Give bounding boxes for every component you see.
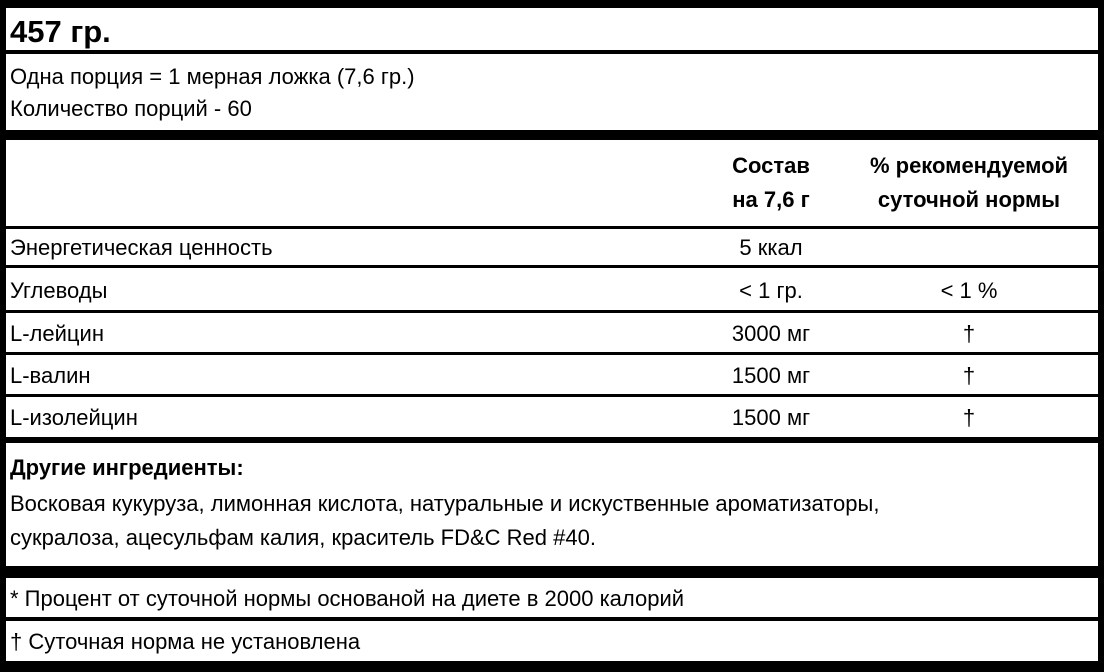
nutrient-dv: < 1 %	[940, 278, 998, 303]
table-row	[6, 313, 1098, 352]
amount-header-line1: Состав	[732, 153, 810, 178]
nutrient-amount: 1500 мг	[731, 405, 811, 430]
table-row	[6, 268, 1098, 310]
nutrient-amount: < 1 гр.	[739, 278, 803, 303]
dv-header-line2: суточной нормы	[877, 187, 1061, 212]
nutrient-dv: †	[962, 321, 976, 346]
footnote-dagger	[6, 621, 1098, 661]
other-ingredients-heading: Другие ингредиенты:	[10, 455, 244, 480]
dv-header-line1: % рекомендуемой	[869, 153, 1069, 178]
table-row	[6, 355, 1098, 394]
other-ingredients-line2: сукралоза, ацесульфам калия, краситель FD&C Red #40.	[10, 525, 596, 550]
amount-header-line2: на 7,6 г	[732, 187, 810, 212]
serving-info	[6, 54, 1098, 130]
nutrient-amount: 1500 мг	[731, 363, 811, 388]
nutrient-dv: †	[962, 363, 976, 388]
nutrient-name: Углеводы	[10, 278, 108, 303]
table-row	[6, 229, 1098, 265]
nutrient-amount: 3000 мг	[731, 321, 811, 346]
nutrient-dv: †	[962, 405, 976, 430]
nutrient-amount: 5 ккал	[739, 235, 803, 260]
other-ingredients-line1: Восковая кукуруза, лимонная кислота, натуральные и искуственные ароматизаторы,	[10, 491, 880, 516]
other-ingredients	[6, 443, 1098, 566]
table-header	[6, 140, 1098, 226]
title-row	[6, 8, 1098, 50]
nutrient-name: L-лейцин	[10, 321, 104, 346]
nutrient-name: Энергетическая ценность	[10, 235, 273, 260]
nutrient-name: L-изолейцин	[10, 405, 138, 430]
footnote-percent	[6, 578, 1098, 617]
footnote-percent-text: * Процент от суточной нормы основаной на диете в 2000 калорий	[10, 586, 685, 611]
net-weight-title: 457 гр.	[10, 14, 111, 49]
servings-per-container: Количество порций - 60	[10, 96, 252, 121]
nutrient-name: L-валин	[10, 363, 91, 388]
table-row	[6, 397, 1098, 437]
footnote-dagger-text: † Суточная норма не установлена	[10, 629, 361, 654]
serving-size: Одна порция = 1 мерная ложка (7,6 гр.)	[10, 64, 415, 89]
